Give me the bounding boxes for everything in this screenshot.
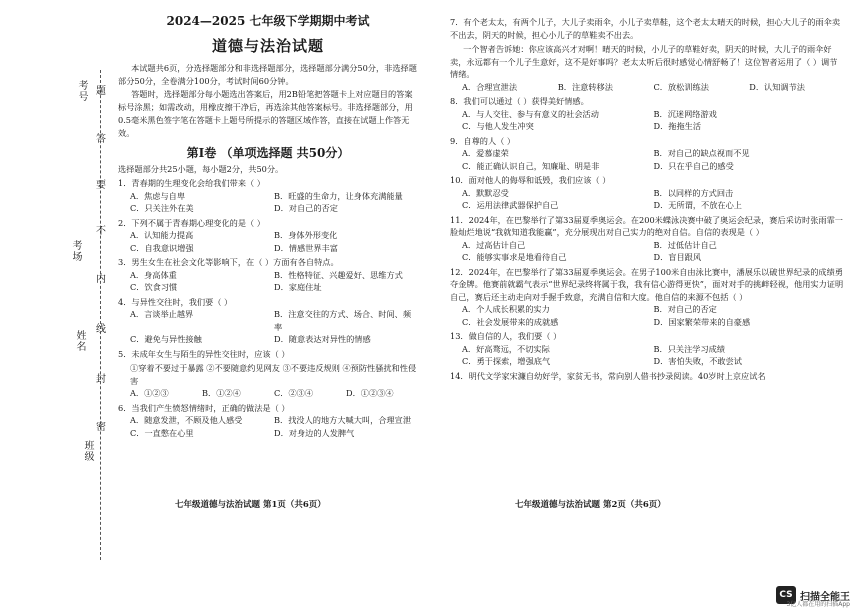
question-7-cont: 一个智者告诉她：你应该高兴才对啊！晴天的时候，小儿子的草鞋好卖，阴天的时候，大儿子的雨伞好卖，永远都有一个儿子生意好，这不是好事吗？老太太听后很时感觉心情舒畅了！这位智者运用了（ ）调节情绪。: [450, 44, 838, 79]
option: D．害怕失败，不敢尝试: [653, 356, 742, 366]
question-7-options: [450, 81, 845, 94]
page-1-footer: 七年级道德与法治试题 第1页（共6页）: [175, 500, 326, 510]
question-5-statements: ①穿着不要过于暴露 ②不要随意约见网友 ③不要违反规则 ④预防性骚扰和性侵害: [130, 363, 417, 386]
option: B．对自己的缺点视而不见: [653, 148, 750, 158]
question-6-options: [118, 414, 418, 439]
option: B．注意交往的方式、场合、时间、频率: [274, 309, 412, 332]
option: B．身体外形变化: [274, 230, 338, 240]
page-2: [430, 0, 860, 560]
option: D．情感世界丰富: [274, 242, 338, 253]
option: B．过低估计自己: [653, 239, 717, 250]
section-note: 选择题部分共25小题，每小题2分，共50分。: [118, 164, 284, 174]
option: D．随意表达对异性的情感: [274, 334, 371, 344]
question-11-options: [450, 239, 845, 264]
option: A．与人交往、参与有意义的社会活动: [462, 108, 599, 119]
question-9-options: [450, 147, 845, 172]
question-9: 9．自尊的人（ ）: [450, 135, 516, 146]
option: C．勇于探索，增强底气: [462, 356, 551, 366]
page-1: [0, 0, 430, 560]
question-4: 4．与异性交往时，我们要（ ）: [118, 296, 233, 307]
option: C．避免与异性接触: [130, 334, 202, 344]
question-13-options: [450, 343, 845, 368]
instruction-2: 答题时，选择题部分每小题选出答案后，用2B铅笔把答题卡上对应题目的答案标号涂黑；如需改动，用橡皮擦干净后，再选涂其他答案标号。非选择题部分，用0.5毫米黑色签字笔在答题卡上题号所提示的答题区域作答，直接在试题上作答无效。: [118, 89, 413, 138]
seal-mark-3: 要: [96, 180, 106, 191]
option: A．好高骛远，不切实际: [462, 343, 550, 354]
binding-margin: [60, 60, 120, 490]
question-6: 6．当我们产生愤怒情绪时，正确的做法是（ ）: [118, 402, 290, 413]
option: B．以同样的方式回击: [653, 187, 734, 198]
option: B．①②④: [202, 388, 241, 398]
seal-mark-2: 答: [96, 134, 106, 145]
question-3: 3．男生女生在社会文化等影响下，在（ ）方面有各自特点。: [118, 257, 339, 267]
question-14: 14．明代文学家宋濂自幼好学，家贫无书，常向别人借书抄录阅读。40岁时上京应试名: [450, 370, 766, 381]
option: D．对自己的否定: [274, 203, 338, 213]
option: C．社会发展带来的成就感: [462, 316, 559, 327]
question-12-options: [450, 303, 845, 328]
option: D．国家繁荣带来的自豪感: [653, 316, 751, 327]
option: B．找没人的地方大喊大叫，合理宣泄: [274, 415, 412, 425]
option: C．放松训练法: [653, 81, 709, 92]
option: B．性格特征、兴趣爱好、思维方式: [274, 269, 403, 280]
question-4-options: [118, 308, 418, 346]
option: A．焦虑与自卑: [130, 190, 186, 201]
seal-mark-1: 题: [96, 86, 106, 97]
page-2-footer: 七年级道德与法治试题 第2页（共6页）: [515, 500, 666, 510]
question-1-options: [118, 190, 418, 215]
option: C．饮食习惯: [130, 282, 178, 292]
question-8: 8．我们可以通过（ ）获得美好情感。: [450, 96, 589, 106]
option: D．拖拖生活: [653, 121, 702, 131]
option: C．只关注外在美: [130, 203, 194, 213]
option: A．爱慕虚荣: [462, 148, 509, 158]
question-7: 7．有个老太太，有两个儿子，大儿子卖雨伞，小儿子卖草鞋，这个老太太晴天的时候，担心大儿子的雨伞卖不出去，阴天的时候，担心小儿子的草鞋卖不出去。: [450, 17, 841, 40]
option: D．无所谓，不放在心上: [653, 200, 742, 210]
option: D．认知调节法: [749, 81, 805, 92]
page-2-content: [450, 14, 845, 382]
option: C．与他人发生冲突: [462, 121, 534, 131]
option: C．能正确认识自己，知廉耻、明是非: [462, 160, 600, 171]
option: C．一直憋在心里: [130, 427, 194, 438]
question-2-options: [118, 229, 418, 254]
option: D．①②③④: [346, 388, 394, 398]
question-2: 2．下列不属于青春期心理变化的是（ ）: [118, 217, 265, 228]
option: D．盲目跟风: [653, 252, 702, 262]
question-12: 12．2024年，在巴黎举行了第33届夏季奥运会。在男子100米自由泳比赛中，潘展乐以破世界纪录的成绩勇夺金牌。他赛前就霸气表示“世界纪录终将属于我，我有信心游得更快”，面对对手的挑衅轻视，他用实力证明自己，赛后还主动走向对手握手致意，充满自信和大度。他自信的来源不包括（ ）: [450, 266, 844, 302]
section-heading: 第Ⅰ卷 （单项选择题 共50分）: [186, 146, 350, 160]
option: A．认知能力提高: [130, 230, 194, 240]
camscanner-logo-icon: CS: [776, 586, 796, 604]
option: B．沉迷网络游戏: [653, 108, 717, 119]
option: D．对身边的人发脾气: [274, 427, 355, 438]
camscanner-name: 扫描全能王: [800, 591, 850, 603]
exam-subtitle: 道德与法治试题: [211, 37, 324, 55]
kaochang-label: 考场: [70, 240, 81, 262]
option: A．①②③: [130, 388, 169, 398]
question-5-options: [118, 387, 418, 400]
option: C．②③④: [274, 388, 314, 398]
option: A．合理宣泄法: [462, 81, 518, 92]
page-1-content: [118, 12, 418, 439]
option: D．家庭住址: [274, 282, 322, 292]
question-5: 5．未成年女生与陌生的异性交往时，应该（ ）: [118, 348, 290, 359]
camscanner-tagline: 3亿人都在用的扫描App: [786, 601, 850, 608]
option: A．身高体重: [130, 269, 177, 280]
option: C．自我意识增强: [130, 242, 194, 253]
option: A．过高估计自己: [462, 239, 526, 250]
question-1: 1．青春期的生理变化会给我们带来（ ）: [118, 178, 265, 188]
option: A．默默忍受: [462, 187, 509, 198]
seal-mark-7: 封: [96, 374, 106, 385]
option: B．旺盛的生命力，让身体充满能量: [274, 190, 403, 201]
xingming-label: 姓名: [74, 330, 85, 352]
option: C．运用法律武器保护自己: [462, 200, 559, 210]
option: D．只在乎自己的感受: [653, 160, 734, 171]
option: B．注意转移法: [557, 81, 613, 92]
question-10-options: [450, 187, 845, 212]
question-10: 10．面对他人的侮辱和诋毁，我们应该（ ）: [450, 175, 611, 185]
kaohao-label: 考号: [76, 80, 87, 102]
option: C．能够实事求是地看待自己: [462, 252, 567, 262]
option: A．个人成长积累的实力: [462, 304, 550, 314]
exam-title: 2024—2025 七年级下学期期中考试: [166, 14, 370, 28]
instruction-1: 本试题共6页，分选择题部分和非选择题部分，选择题部分满分50分，非选择题部分50分，全卷满分100分，考试时间60分钟。: [118, 63, 417, 86]
question-11: 11．2024年，在巴黎举行了第33届夏季奥运会。在200米蝶泳决赛中破了奥运会纪录，赛后采访时张雨霏一脸灿烂地说“我就知道我能赢”，充分展现出对自己实力的绝对自信。自信的表现是（ ）: [450, 214, 843, 237]
banji-label: 班级: [82, 440, 93, 462]
seal-mark-5: 内: [96, 274, 106, 285]
option: A．言谈举止越界: [130, 309, 194, 319]
option: A．随意发泄，不顾及他人感受: [130, 415, 243, 425]
seal-mark-4: 不: [96, 226, 106, 237]
option: B．只关注学习成绩: [653, 343, 726, 354]
question-3-options: [118, 269, 418, 294]
question-13: 13．做自信的人，我们要（ ）: [450, 331, 562, 341]
seal-mark-6: 线: [96, 324, 106, 335]
seal-mark-8: 密: [96, 422, 106, 433]
question-8-options: [450, 108, 845, 133]
option: B．对自己的否定: [653, 304, 717, 314]
